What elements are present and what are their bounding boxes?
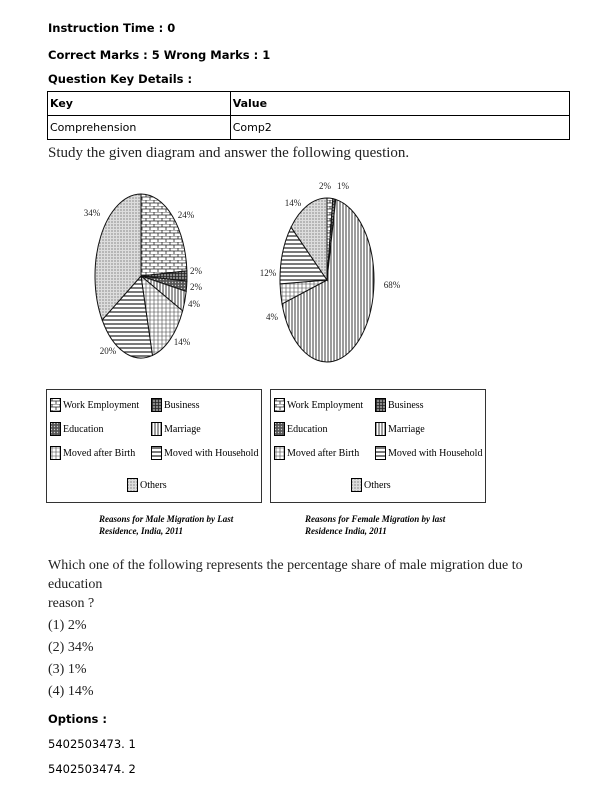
options-label: Options : bbox=[48, 712, 107, 726]
legend-item bbox=[375, 398, 424, 412]
legend-swatch-icon bbox=[375, 446, 386, 460]
caption-female bbox=[305, 513, 445, 537]
legend-swatch-icon bbox=[151, 398, 162, 412]
pie-data-label: 68% bbox=[383, 280, 401, 290]
legend-swatch-icon bbox=[274, 446, 285, 460]
key-details-heading: Question Key Details : bbox=[48, 72, 193, 86]
pie-data-label: 2% bbox=[190, 282, 202, 292]
legend-label: Moved with Household bbox=[388, 447, 483, 459]
caption-line: Reasons for Male Migration by Last bbox=[99, 514, 234, 524]
legend-female bbox=[270, 389, 486, 503]
legend-item bbox=[50, 446, 135, 460]
legend-swatch-icon bbox=[375, 422, 386, 436]
legend-swatch-icon bbox=[375, 398, 386, 412]
legend-label: Work Employment bbox=[63, 399, 140, 411]
legend-male bbox=[46, 389, 262, 503]
legend-label: Marriage bbox=[388, 423, 425, 435]
legend-item bbox=[151, 422, 201, 436]
legend-item bbox=[274, 398, 363, 412]
choice-3: (3) 1% bbox=[48, 662, 87, 677]
pie-data-label: 1% bbox=[337, 181, 349, 191]
legend-swatch-icon bbox=[351, 478, 362, 492]
legend-item bbox=[274, 422, 328, 436]
legend-label: Marriage bbox=[164, 423, 201, 435]
pie-data-label: 14% bbox=[173, 337, 191, 347]
key-header: Key bbox=[48, 92, 231, 116]
value-cell: Comp2 bbox=[230, 116, 569, 140]
choice-4: (4) 14% bbox=[48, 684, 94, 699]
legend-swatch-icon bbox=[127, 478, 138, 492]
choice-2: (2) 34% bbox=[48, 640, 94, 655]
caption-line: Reasons for Female Migration by last bbox=[305, 514, 446, 524]
pie-data-label: 2% bbox=[319, 181, 331, 191]
legend-item bbox=[351, 478, 391, 492]
legend-label: Moved after Birth bbox=[63, 447, 136, 459]
legend-swatch-icon bbox=[50, 446, 61, 460]
legend-label: Education bbox=[287, 423, 328, 435]
key-table bbox=[47, 91, 570, 140]
marks: Correct Marks : 5 Wrong Marks : 1 bbox=[48, 48, 271, 62]
pie-data-label: 2% bbox=[190, 266, 202, 276]
option-1[interactable]: 5402503473. 1 bbox=[48, 737, 136, 751]
legend-swatch-icon bbox=[274, 398, 285, 412]
legend-label: Others bbox=[140, 479, 167, 491]
legend-item bbox=[127, 478, 167, 492]
instruction-time: Instruction Time : 0 bbox=[48, 21, 176, 35]
option-2[interactable]: 5402503474. 2 bbox=[48, 762, 136, 776]
legend-label: Work Employment bbox=[287, 399, 364, 411]
question-line2: reason ? bbox=[48, 596, 95, 611]
legend-label: Business bbox=[164, 399, 200, 411]
legend-swatch-icon bbox=[274, 422, 285, 436]
legend-swatch-icon bbox=[50, 398, 61, 412]
legend-label: Moved with Household bbox=[164, 447, 259, 459]
legend-item bbox=[50, 398, 139, 412]
pie-data-label: 24% bbox=[177, 210, 195, 220]
pie-data-label: 34% bbox=[83, 208, 101, 218]
intro-text: Study the given diagram and answer the following question. bbox=[48, 145, 410, 161]
choice-1: (1) 2% bbox=[48, 618, 87, 633]
pie-data-label: 4% bbox=[188, 299, 200, 309]
caption-line: Residence India, 2011 bbox=[305, 526, 387, 536]
legend-item bbox=[50, 422, 104, 436]
value-header: Value bbox=[230, 92, 569, 116]
pie-data-label: 14% bbox=[284, 198, 302, 208]
key-cell: Comprehension bbox=[48, 116, 231, 140]
legend-swatch-icon bbox=[151, 422, 162, 436]
legend-label: Moved after Birth bbox=[287, 447, 360, 459]
legend-item bbox=[151, 446, 258, 460]
legend-item bbox=[375, 446, 482, 460]
question-line1: Which one of the following represents the percentage share of male migration due to education bbox=[48, 558, 523, 592]
legend-label: Education bbox=[63, 423, 104, 435]
pie-data-label: 20% bbox=[99, 346, 117, 356]
caption-line: Residence, India, 2011 bbox=[99, 526, 184, 536]
pie-data-label: 4% bbox=[266, 312, 278, 322]
legend-item bbox=[375, 422, 425, 436]
legend-item bbox=[274, 446, 359, 460]
legend-label: Others bbox=[364, 479, 391, 491]
legend-swatch-icon bbox=[151, 446, 162, 460]
caption-male bbox=[99, 513, 233, 537]
legend-swatch-icon bbox=[50, 422, 61, 436]
legend-label: Business bbox=[388, 399, 424, 411]
question-block bbox=[48, 556, 578, 776]
legend-item bbox=[151, 398, 200, 412]
pie-data-label: 12% bbox=[259, 268, 277, 278]
pie-charts bbox=[0, 170, 612, 380]
pie-slice-work-employment bbox=[141, 194, 187, 276]
